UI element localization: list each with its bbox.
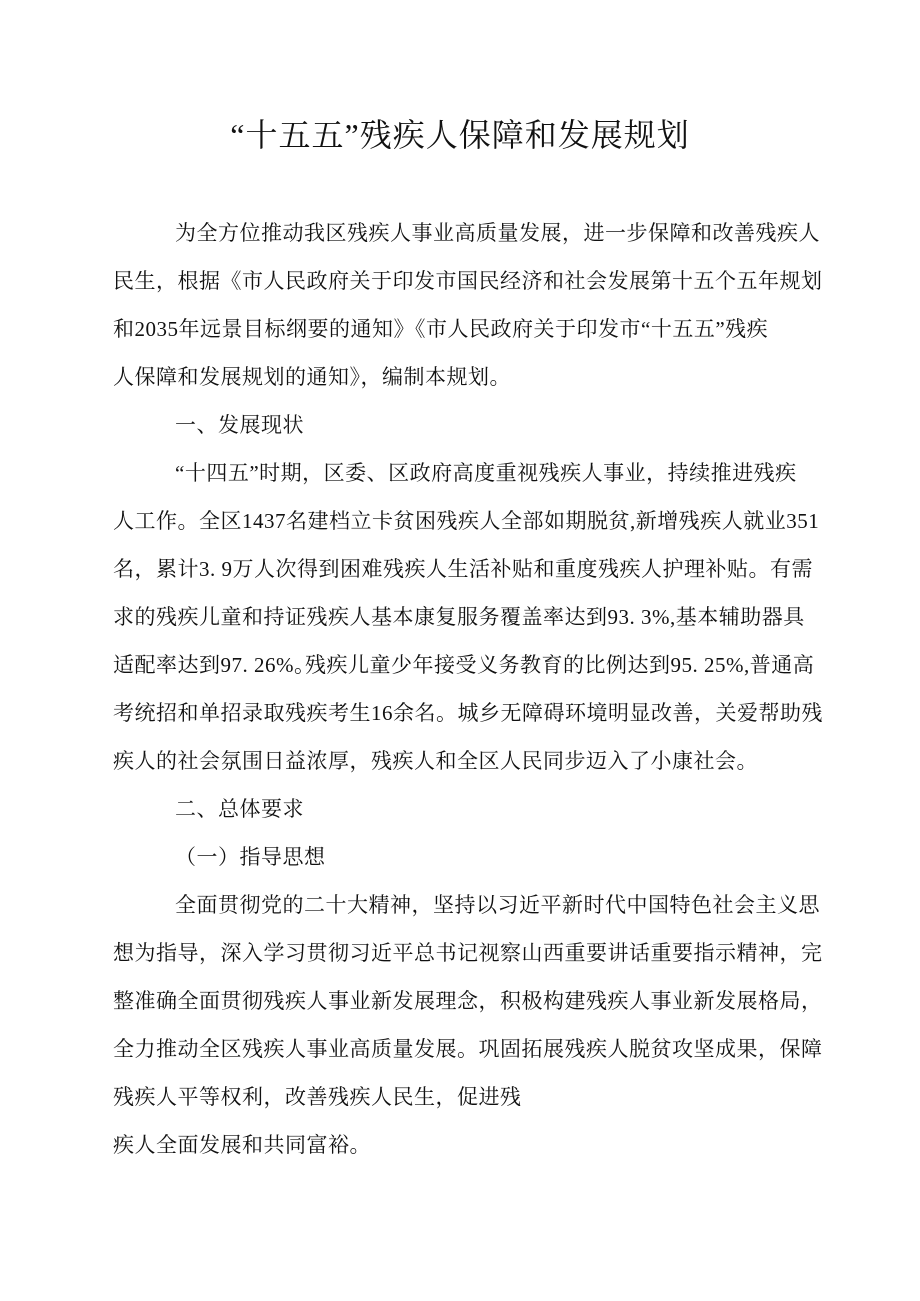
text-line: 求的残疾儿童和持证残疾人基本康复服务覆盖率达到93. 3%,基本辅助器具	[113, 605, 805, 629]
text-line: 人保障和发展规划的通知》，编制本规划。	[113, 365, 511, 389]
text-line: 和2035年远景目标纲要的通知》《市人民政府关于印发市“十五五”残疾	[113, 317, 769, 341]
text-line: 名，累计3. 9万人次得到困难残疾人生活补贴和重度残疾人护理补贴。有需	[113, 557, 813, 581]
text-line: 适配率达到97. 26%｡残疾儿童少年接受义务教育的比例达到95. 25%,普通高	[113, 653, 815, 677]
section-heading: 二、总体要求	[175, 797, 304, 821]
text-line: 残疾人平等权利，改善残疾人民生，促进残	[113, 1085, 522, 1109]
text-line: 全力推动全区残疾人事业高质量发展。巩固拓展残疾人脱贫攻坚成果，保障	[113, 1037, 823, 1061]
text-line: 整准确全面贯彻残疾人事业新发展理念，积极构建残疾人事业新发展格局，	[113, 989, 823, 1013]
text-line: 疾人全面发展和共同富裕。	[113, 1133, 371, 1157]
section-heading: （一）指导思想	[175, 845, 326, 869]
text-line: 想为指导，深入学习贯彻习近平总书记视察山西重要讲话重要指示精神，完	[113, 941, 823, 965]
document-title: “十五五”残疾人保障和发展规划	[230, 117, 690, 153]
text-line: 疾人的社会氛围日益浓厚，残疾人和全区人民同步迈入了小康社会。	[113, 749, 758, 773]
text-line: 考统招和单招录取残疾考生16余名。城乡无障碍环境明显改善，关爱帮助残	[113, 701, 823, 725]
document-body	[113, 209, 840, 1169]
text-line: 人工作。全区1437名建档立卡贫困残疾人全部如期脱贫,新增残疾人就业351	[113, 509, 820, 533]
text-line: “十四五”时期，区委、区政府高度重视残疾人事业，持续推进残疾	[175, 461, 797, 485]
text-line: 全面贯彻党的二十大精神，坚持以习近平新时代中国特色社会主义思	[175, 893, 820, 917]
section-heading: 一、发展现状	[175, 413, 304, 437]
text-line: 民生，根据《市人民政府关于印发市国民经济和社会发展第十五个五年规划	[113, 269, 823, 293]
text-line: 为全方位推动我区残疾人事业高质量发展，进一步保障和改善残疾人	[175, 221, 820, 245]
